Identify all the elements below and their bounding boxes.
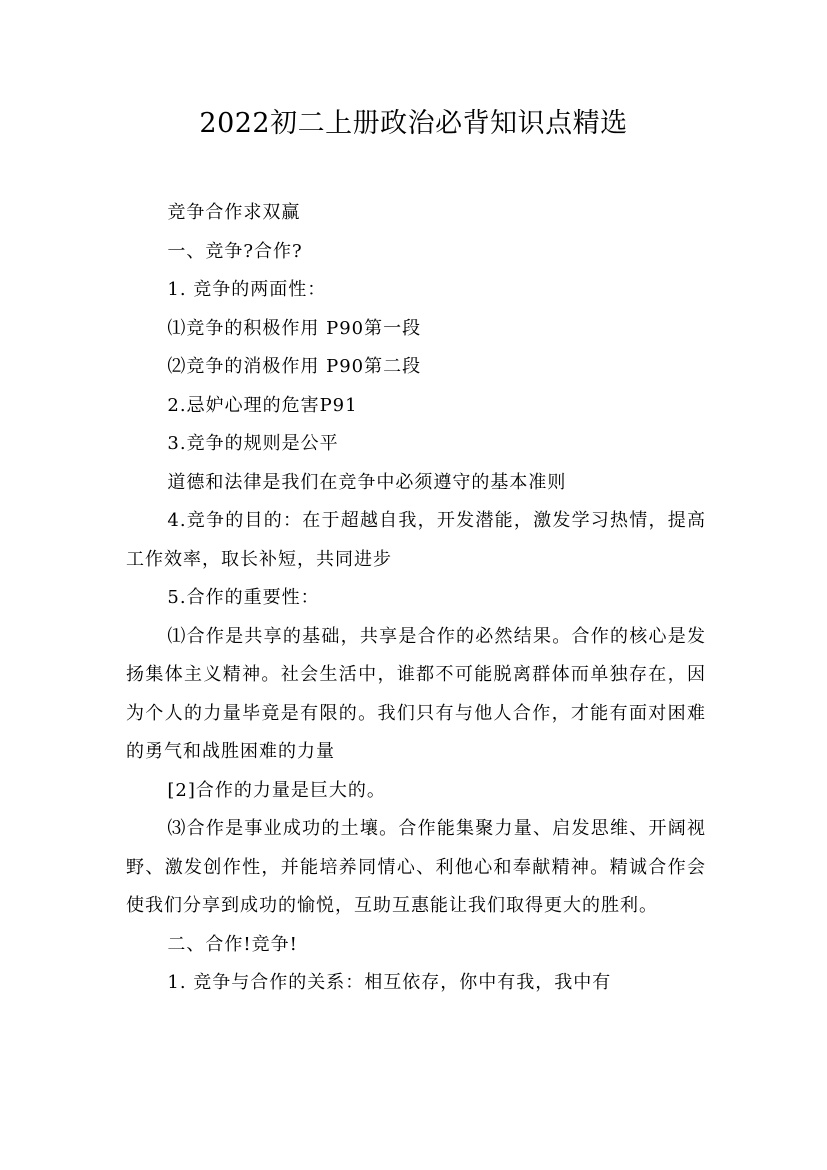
paragraph: ⑵竞争的消极作用 P90第二段 [167,356,422,377]
paragraph: 4.竞争的目的：在于超越自我，开发潜能，激发学习热情，提高工作效率，取长补短，共同进步 [126,510,706,570]
paragraph: ⑶合作是事业成功的土壤。合作能集聚力量、启发思维、开阔视野、激发创作性，并能培养同情心、利他心和奉献精神。精诚合作会使我们分享到成功的愉悦，互助互惠能让我们取得更大的胜利。 [126,818,706,916]
document-title: 2022初二上册政治必背知识点精选 [199,108,628,139]
paragraph: 1. 竞争与合作的关系：相互依存，你中有我，我中有 [167,972,612,993]
paragraph: ⑴合作是共享的基础，共享是合作的必然结果。合作的核心是发扬集体主义精神。社会生活中，谁都不可能脱离群体而单独存在，因为个人的力量毕竟是有限的。我们只有与他人合作，才能有面对困难的勇气和战胜困难的力量 [126,625,706,762]
paragraph: 2.忌妒心理的危害P91 [167,394,358,416]
paragraph: 1. 竞争的两面性： [167,279,327,300]
paragraph: 二、合作!竞争! [167,933,298,955]
paragraph: 5.合作的重要性： [167,587,320,608]
paragraph: 道德和法律是我们在竞争中必须遵守的基本准则 [167,471,567,493]
paragraph: 一、竞争?合作? [167,240,303,262]
paragraph: ⑴竞争的积极作用 P90第一段 [167,317,422,339]
paragraph: 竞争合作求双赢 [167,202,301,223]
paragraph: [2]合作的力量是巨大的。 [167,779,386,801]
paragraph: 3.竞争的规则是公平 [167,433,339,454]
document-body [126,194,706,1003]
